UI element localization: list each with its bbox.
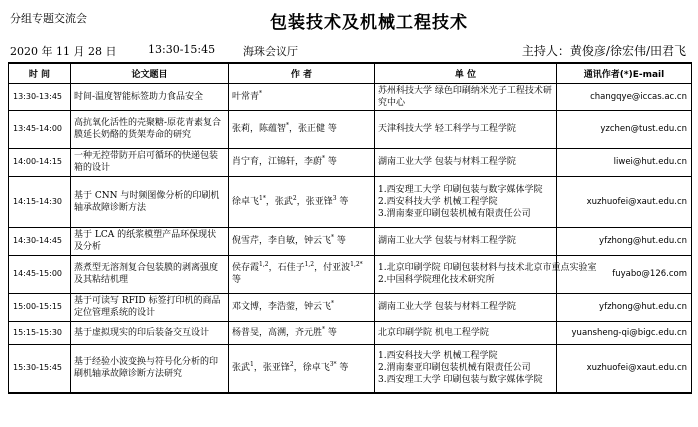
author-affiliation-mark: 1,2 (304, 261, 315, 268)
cell-title: 基于经验小波变换与符号化分析的印刷机轴承故障诊断方法研究 (71, 344, 229, 393)
table-row (9, 293, 692, 321)
author-affiliation-mark: * (259, 89, 263, 97)
author-affiliation-mark: 1 (250, 361, 254, 369)
cell-title: 一种无控带防开启可循环的快递包装箱的设计 (71, 148, 229, 176)
col-header-title: 论文题目 (71, 63, 229, 83)
author-name: 杨普旻，高溯，齐元胜 (232, 327, 323, 338)
cell-title: 基于可读写 RFID 标签打印机的商品定位管理系统的设计 (71, 293, 229, 321)
author-name: ，张亚锋 (253, 363, 290, 374)
cell-time: 14:15-14:30 (9, 176, 71, 227)
cell-time: 15:15-15:30 (9, 321, 71, 344)
unit-line: 2.渭南秦亚印刷包装机械有限责任公司 (378, 363, 531, 374)
author-name: 邓文博，李浩蓥，钟云飞 (232, 302, 332, 312)
cell-email: fuyabo@126.com (557, 255, 692, 293)
cell-authors (229, 148, 375, 176)
cell-authors (229, 83, 375, 110)
unit-line: 湖南工业大学 包装与材料工程学院 (378, 236, 516, 246)
unit-line: 湖南工业大学 包装与材料工程学院 (378, 157, 516, 167)
col-header-time: 时 间 (9, 63, 71, 83)
page-title: 包装技术及机械工程技术 (270, 13, 468, 33)
author-affiliation-mark: 3* (329, 361, 337, 369)
author-name: 等 (336, 196, 349, 207)
author-name: 等 (325, 327, 337, 338)
cell-title: 高抗氧化活性的壳聚糖-原花青素复合膜延长奶酪的货架寿命的研究 (71, 110, 229, 148)
unit-line: 1.西安科技大学 机械工程学院 (378, 351, 498, 362)
table-row (9, 344, 692, 393)
cell-email: yuansheng-qi@bigc.edu.cn (557, 321, 692, 344)
unit-line: 天津科技大学 轻工科学与工程学院 (378, 124, 516, 134)
cell-time: 14:00-14:15 (9, 148, 71, 176)
unit-line: 3.西安理工大学 印刷包装与数字媒体学院 (378, 375, 543, 386)
cell-email: yfzhong@hut.edu.cn (557, 293, 692, 321)
author-name: ，张亚锋 (296, 196, 333, 207)
cell-unit (375, 110, 557, 148)
session-date: 2020 年 11 月 28 日 (10, 45, 117, 58)
unit-line: 1.北京印刷学院 印刷包装材料与技术北京市重点实验室 (378, 263, 597, 273)
cell-unit (375, 344, 557, 393)
author-name: 等 (232, 275, 242, 285)
author-affiliation-mark: * (322, 325, 326, 333)
cell-title: 时间-温度智能标签助力食品安全 (71, 83, 229, 110)
unit-line: 湖南工业大学 包装与材料工程学院 (378, 302, 516, 312)
unit-line: 3.渭南秦亚印刷包装机械有限责任公司 (378, 208, 531, 219)
session-time: 13:30-15:45 (148, 43, 216, 56)
table-row (9, 148, 692, 176)
cell-email: yfzhong@hut.edu.cn (557, 227, 692, 255)
author-affiliation-mark: 2 (292, 194, 297, 202)
cell-email: liwei@hut.edu.cn (557, 148, 692, 176)
cell-time: 14:30-14:45 (9, 227, 71, 255)
cell-unit (375, 227, 557, 255)
table-row (9, 255, 692, 293)
author-name: 张莉，陈蕴智 (232, 124, 287, 134)
cell-authors (229, 321, 375, 344)
author-name: 等 (334, 236, 346, 246)
table-header-row (9, 63, 692, 83)
cell-authors (229, 293, 375, 321)
unit-line: 2.中国科学院理化技术研究所 (378, 275, 495, 285)
cell-title: 基于 CNN 与时频图像分析的印刷机轴承故障诊断方法 (71, 176, 229, 227)
table-row (9, 321, 692, 344)
cell-unit (375, 148, 557, 176)
cell-authors (229, 255, 375, 293)
author-affiliation-mark: * (286, 122, 290, 129)
cell-time: 13:30-13:45 (9, 83, 71, 110)
unit-line: 北京印刷学院 机电工程学院 (378, 327, 489, 338)
table-row (9, 110, 692, 148)
table-row (9, 227, 692, 255)
cell-title: 基于虚拟现实的印后装备交互设计 (71, 321, 229, 344)
col-header-authors: 作 者 (229, 63, 375, 83)
cell-title: 基于 LCA 的纸浆模塑产品环保现状及分析 (71, 227, 229, 255)
author-affiliation-mark: 1,2* (350, 261, 363, 268)
cell-email: changqye@iccas.ac.cn (557, 83, 692, 110)
cell-email: yzchen@tust.edu.cn (557, 110, 692, 148)
cell-unit (375, 321, 557, 344)
author-name: 徐卓飞 (232, 196, 260, 207)
cell-time: 15:00-15:15 (9, 293, 71, 321)
col-header-email: 通讯作者(*)E-mail (557, 63, 692, 83)
cell-title: 蒸煮型无溶剂复合包装膜的剥离强度及其粘结机理 (71, 255, 229, 293)
cell-time: 15:30-15:45 (9, 344, 71, 393)
cell-unit (375, 176, 557, 227)
cell-time: 13:45-14:00 (9, 110, 71, 148)
author-name: ，张武 (265, 196, 293, 207)
author-name: 张武 (232, 363, 251, 374)
author-name: 肖宁育，江锦轩，李蔚 (232, 157, 323, 167)
col-header-unit: 单 位 (375, 63, 557, 83)
cell-authors (229, 227, 375, 255)
author-name: 等 (336, 363, 349, 374)
table-row (9, 83, 692, 110)
table-row (9, 176, 692, 227)
cell-unit (375, 293, 557, 321)
cell-unit (375, 83, 557, 110)
cell-time: 14:45-15:00 (9, 255, 71, 293)
author-affiliation-mark: * (331, 300, 335, 307)
author-affiliation-mark: 1* (259, 194, 266, 202)
cell-unit (375, 255, 597, 293)
author-affiliation-mark: * (322, 155, 326, 162)
unit-line: 2.西安科技大学 机械工程学院 (378, 196, 498, 207)
author-name: 倪雪芹，李自敏，钟云飞 (232, 236, 332, 246)
author-affiliation-mark: 1,2 (259, 261, 269, 268)
cell-authors (229, 344, 375, 393)
author-name: ，徐卓飞 (293, 363, 330, 374)
author-name: 叶常青 (232, 91, 260, 102)
author-name: ，石佳子 (268, 263, 305, 273)
session-venue: 海珠会议厅 (243, 45, 298, 58)
author-name: 侯存霞 (232, 263, 260, 273)
cell-authors (229, 110, 375, 148)
author-name: ，付亚波 (314, 263, 351, 273)
author-affiliation-mark: * (331, 234, 335, 241)
unit-line: 1.西安理工大学 印刷包装与数字媒体学院 (378, 184, 543, 195)
session-category: 分组专题交流会 (10, 12, 87, 25)
author-name: ，张正健 等 (289, 124, 337, 134)
author-name: 等 (325, 157, 337, 167)
unit-line: 苏州科技大学 绿色印刷纳米光子工程技术研究中心 (378, 85, 552, 108)
author-affiliation-mark: 2 (289, 361, 294, 369)
session-host: 主持人：黄俊彦/徐宏伟/田君飞 (521, 44, 686, 58)
cell-email: xuzhuofei@xaut.edu.cn (557, 344, 692, 393)
cell-email: xuzhuofei@xaut.edu.cn (557, 176, 692, 227)
author-affiliation-mark: 3 (332, 194, 337, 202)
schedule-table (8, 62, 692, 394)
cell-authors (229, 176, 375, 227)
